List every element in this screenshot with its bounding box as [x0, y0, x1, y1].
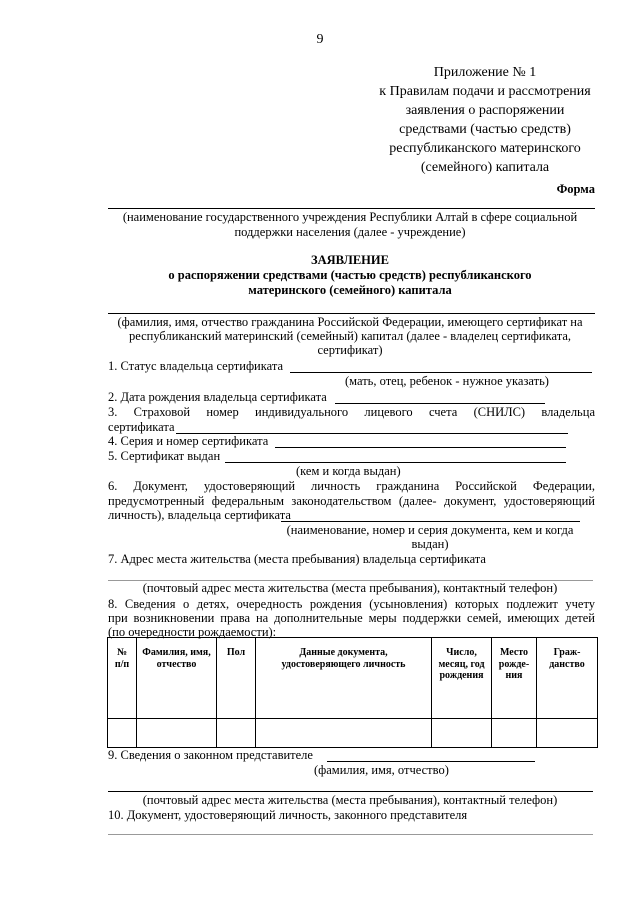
header-number: № п/п	[108, 638, 137, 719]
item-9-label: 9. Сведения о законном представителе	[108, 748, 313, 762]
table-cell[interactable]	[108, 719, 137, 748]
item-5-hint: (кем и когда выдан)	[296, 464, 401, 478]
item-5-label: 5. Сертификат выдан	[108, 449, 221, 463]
institution-caption	[100, 210, 600, 240]
header-birth-date: Число, месяц, год рождения	[432, 638, 492, 719]
document-title	[100, 253, 600, 298]
appendix-block	[350, 63, 620, 177]
appendix-line: средствами (частью средств)	[399, 122, 571, 137]
item-9-address-hint: (почтовый адрес места жительства (места пребывания), контактный телефон)	[142, 793, 558, 807]
table-cell[interactable]	[256, 719, 432, 748]
caption-line: (фамилия, имя, отчество гражданина Российской Федерации, имеющего сертификат на	[117, 315, 583, 329]
header-citizenship: Граж- данство	[537, 638, 598, 719]
item-4-label: 4. Серия и номер сертификата	[108, 434, 269, 448]
applicant-caption	[100, 315, 600, 357]
title-line: о распоряжении средствами (частью средств) республиканского	[168, 268, 532, 282]
institution-field[interactable]	[108, 208, 595, 209]
header-sex: Пол	[217, 638, 256, 719]
header-document: Данные документа, удостоверяющего личность	[256, 638, 432, 719]
table-cell[interactable]	[537, 719, 598, 748]
appendix-line: к Правилам подачи и рассмотрения	[379, 84, 591, 99]
table-cell[interactable]	[137, 719, 217, 748]
children-table	[107, 637, 598, 748]
header-fullname: Фамилия, имя, отчество	[137, 638, 217, 719]
item-8-line1: 8. Сведения о детях, очередность рождения (усыновления) которых подлежит учету	[108, 597, 595, 611]
title-line: материнского (семейного) капитала	[248, 283, 452, 297]
certificate-issued-field[interactable]	[225, 462, 566, 463]
item-7-hint: (почтовый адрес места жительства (места пребывания), контактный телефон)	[142, 581, 558, 595]
header-birthplace: Место рожде- ния	[492, 638, 537, 719]
item-8-line3: (по очередности рождаемости):	[108, 625, 277, 639]
appendix-line: (семейного) капитала	[420, 160, 550, 175]
item-8-line2: при возникновении права на дополнительные меры поддержки семей, имеющих детей	[108, 611, 595, 625]
hint-line: выдан)	[411, 537, 449, 551]
caption-line: сертификат)	[317, 343, 383, 357]
title-line: ЗАЯВЛЕНИЕ	[311, 253, 389, 267]
caption-line: республиканский материнский (семейный) капитал (далее - владелец сертификата,	[128, 329, 571, 343]
identity-document-field[interactable]	[281, 521, 580, 522]
caption-line: поддержки населения (далее - учреждение)	[234, 225, 466, 239]
item-10-label: 10. Документ, удостоверяющий личность, законного представителя	[108, 808, 468, 822]
birth-date-field[interactable]	[335, 403, 545, 404]
item-3-line2: сертификата	[108, 420, 175, 434]
item-3-line1: 3. Страховой номер индивидуального лицевого счета (СНИЛС) владельца	[108, 405, 595, 419]
item-9-hint: (фамилия, имя, отчество)	[314, 763, 449, 777]
item-6-hint	[270, 523, 590, 551]
caption-line: (наименование государственного учреждения Республики Алтай в сфере социальной	[122, 210, 578, 224]
table-header-row	[108, 638, 598, 719]
appendix-line: республиканского материнского	[389, 141, 581, 156]
item-2-label: 2. Дата рождения владельца сертификата	[108, 390, 327, 404]
item-1-hint: (мать, отец, ребенок - нужное указать)	[345, 374, 549, 388]
hint-line: (наименование, номер и серия документа, кем и когда	[286, 523, 574, 537]
form-label: Форма	[556, 182, 595, 196]
owner-status-field[interactable]	[290, 372, 592, 373]
item-6-line3: личность), владельца сертификата	[108, 508, 291, 522]
table-row	[108, 719, 598, 748]
certificate-number-field[interactable]	[275, 447, 566, 448]
item-6-line1: 6. Документ, удостоверяющий личность гражданина Российской Федерации,	[108, 479, 595, 493]
applicant-name-field[interactable]	[108, 313, 595, 314]
item-1-label: 1. Статус владельца сертификата	[108, 359, 284, 373]
table-cell[interactable]	[217, 719, 256, 748]
appendix-line: заявления о распоряжении	[405, 103, 565, 118]
appendix-line: Приложение № 1	[433, 65, 537, 80]
table-cell[interactable]	[492, 719, 537, 748]
representative-address-field[interactable]	[108, 791, 593, 792]
item-7-label: 7. Адрес места жительства (места пребывания) владельца сертификата	[108, 552, 486, 566]
representative-name-field[interactable]	[327, 761, 535, 762]
page-number: 9	[316, 32, 324, 47]
representative-document-field[interactable]	[108, 834, 593, 835]
item-6-line2: предусмотренный федеральным законодательством (далее- документ, удостоверяющий	[108, 494, 595, 508]
table-cell[interactable]	[432, 719, 492, 748]
